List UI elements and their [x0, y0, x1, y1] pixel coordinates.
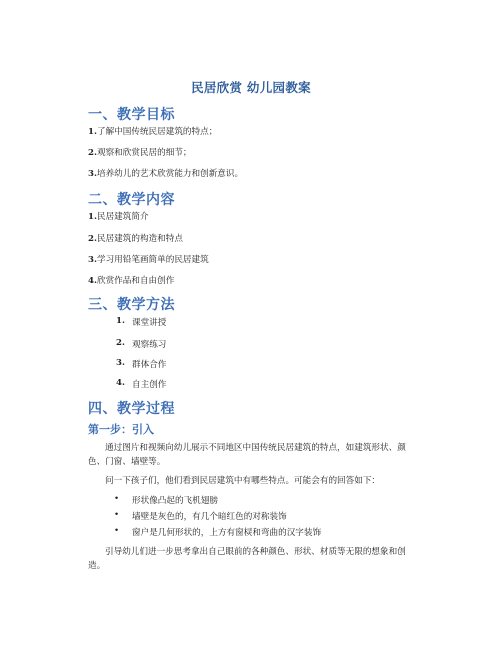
item-text: 民居建筑的构造和特点 [96, 234, 183, 244]
item-text: 学习用铅笔画简单的民居建筑 [96, 255, 209, 265]
item-text: 民居建筑简介 [96, 212, 149, 222]
item-text: 了解中国传统民居建筑的特点； [96, 127, 218, 137]
item-text: 欣赏作品和自由创作 [96, 276, 175, 286]
document-title: 民居欣赏 幼儿园教案 [191, 80, 311, 95]
bullet-icon: • [114, 526, 120, 536]
list-item [88, 211, 149, 224]
list-item [88, 126, 217, 139]
list-item [88, 233, 183, 246]
list-item [88, 275, 174, 288]
item-number: 1. [88, 212, 97, 222]
section-heading-goals: 一、教学目标 [88, 107, 175, 123]
item-text: 课堂讲授 [132, 318, 167, 328]
list-item [88, 147, 192, 160]
item-text: 培养幼儿的艺术欣赏能力和创新意识。 [96, 169, 244, 179]
item-text: 自主创作 [132, 380, 167, 390]
bullet-icon: • [114, 494, 120, 504]
item-number: 4. [116, 378, 125, 388]
step-heading: 第一步：引入 [88, 423, 154, 436]
item-text: 观察练习 [132, 340, 167, 350]
section-heading-content: 二、教学内容 [88, 192, 175, 208]
item-number: 1. [88, 127, 97, 137]
item-text: 观察和欣赏民居的细节； [96, 148, 192, 158]
item-number: 4. [88, 276, 97, 286]
paragraph: 问一下孩子们，他们看到民居建筑中有哪些特点。可能会有的回答如下： [105, 476, 381, 486]
item-number: 2. [88, 148, 97, 158]
item-number: 2. [116, 338, 125, 348]
paragraph: 通过图片和视频向幼儿展示不同地区中国传统民居建筑的特点，如建筑形状、颜色、门窗、墙壁等。 [88, 443, 406, 467]
item-number: 1. [116, 316, 125, 326]
item-number: 2. [88, 234, 97, 244]
bullet-text: 窗户是几何形状的，上方有窗棂和弯曲的汉字装饰 [132, 528, 322, 538]
bullet-icon: • [114, 510, 120, 520]
list-item [88, 168, 243, 181]
paragraph: 引导幼儿们进一步思考拿出自己眼前的各种颜色、形状、材质等无限的想象和创造。 [88, 547, 406, 571]
bullet-text: 墙壁是灰色的，有几个暗红色的对称装饰 [132, 512, 287, 522]
item-text: 群体合作 [132, 360, 167, 370]
list-item [88, 254, 209, 267]
item-number: 3. [88, 169, 97, 179]
bullet-text: 形状像凸起的飞机翅膀 [132, 496, 218, 506]
item-number: 3. [88, 255, 97, 265]
item-number: 3. [116, 358, 125, 368]
section-heading-methods: 三、教学方法 [88, 297, 175, 313]
section-heading-process: 四、教学过程 [88, 401, 175, 417]
